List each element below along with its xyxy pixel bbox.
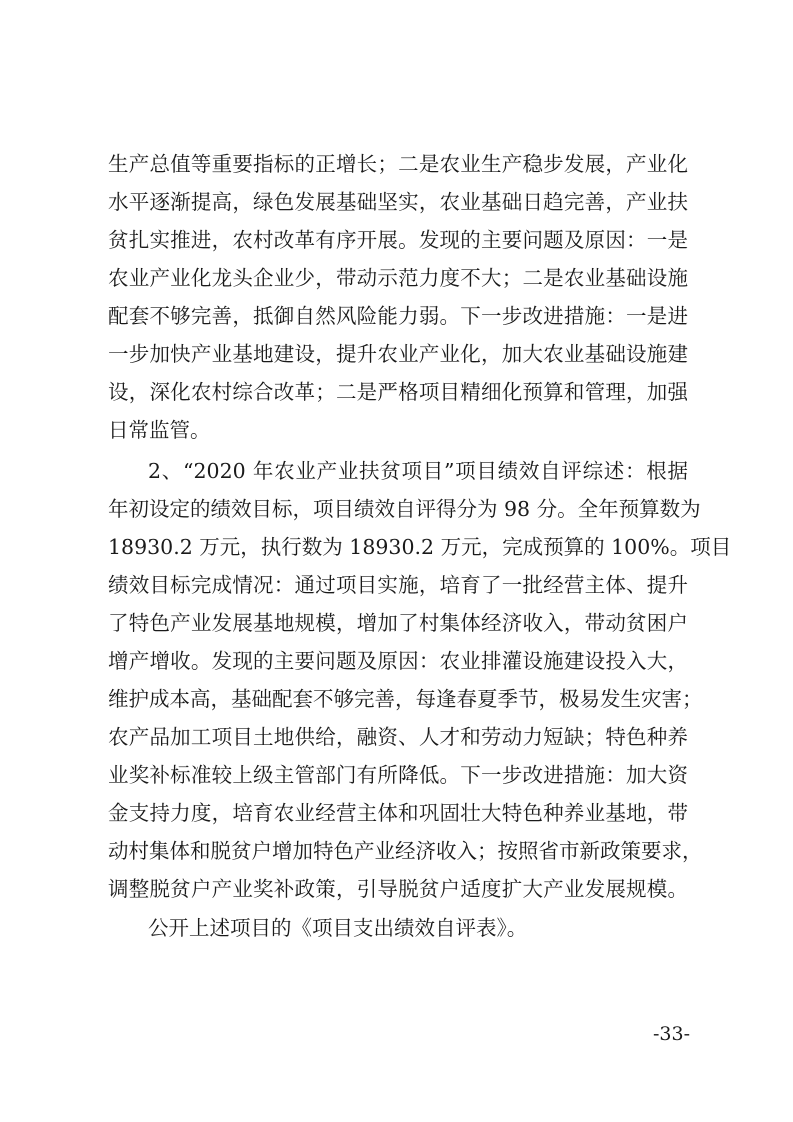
text-line: 农业产业化龙头企业少，带动示范力度不大；二是农业基础设施 [108,266,688,290]
text-line: 年初设定的绩效目标，项目绩效自评得分为 98 分。全年预算数为 [108,497,701,521]
page-number: -33- [652,1023,690,1045]
text-line: 贫扎实推进，农村改革有序开展。发现的主要问题及原因：一是 [108,228,688,252]
text-line: 绩效目标完成情况：通过项目实施，培育了一批经营主体、提升 [108,573,688,597]
text-line: 水平逐渐提高，绿色发展基础坚实，农业基础日趋完善，产业扶 [108,190,688,214]
text-line: 2、“2020 年农业产业扶贫项目”项目绩效自评综述：根据 [148,459,688,483]
text-line: 配套不够完善，抵御自然风险能力弱。下一步改进措施：一是进 [108,304,688,328]
text-line: 18930.2 万元，执行数为 18930.2 万元，完成预算的 100%。项目 [108,535,732,559]
text-line: 农产品加工项目土地供给，融资、人才和劳动力短缺；特色种养 [108,725,688,749]
text-line: 调整脱贫户产业奖补政策，引导脱贫户适度扩大产业发展规模。 [108,877,688,901]
text-line: 公开上述项目的《项目支出绩效自评表》。 [148,916,528,940]
text-line: 业奖补标准较上级主管部门有所降低。下一步改进措施：加大资 [108,763,688,787]
text-line: 设，深化农村综合改革；二是严格项目精细化预算和管理，加强 [108,380,688,404]
text-line: 维护成本高，基础配套不够完善，每逢春夏季节，极易发生灾害； [108,687,703,711]
text-line: 日常监管。 [108,418,211,442]
text-line: 一步加快产业基地建设，提升农业产业化，加大农业基础设施建 [108,342,688,366]
text-line: 增产增收。发现的主要问题及原因：农业排灌设施建设投入大， [108,649,688,673]
text-line: 生产总值等重要指标的正增长；二是农业生产稳步发展，产业化 [108,152,688,176]
text-line: 动村集体和脱贫户增加特色产业经济收入；按照省市新政策要求， [108,839,703,863]
text-line: 金支持力度，培育农业经营主体和巩固壮大特色种养业基地，带 [108,801,688,825]
text-line: 了特色产业发展基地规模，增加了村集体经济收入，带动贫困户 [108,611,688,635]
